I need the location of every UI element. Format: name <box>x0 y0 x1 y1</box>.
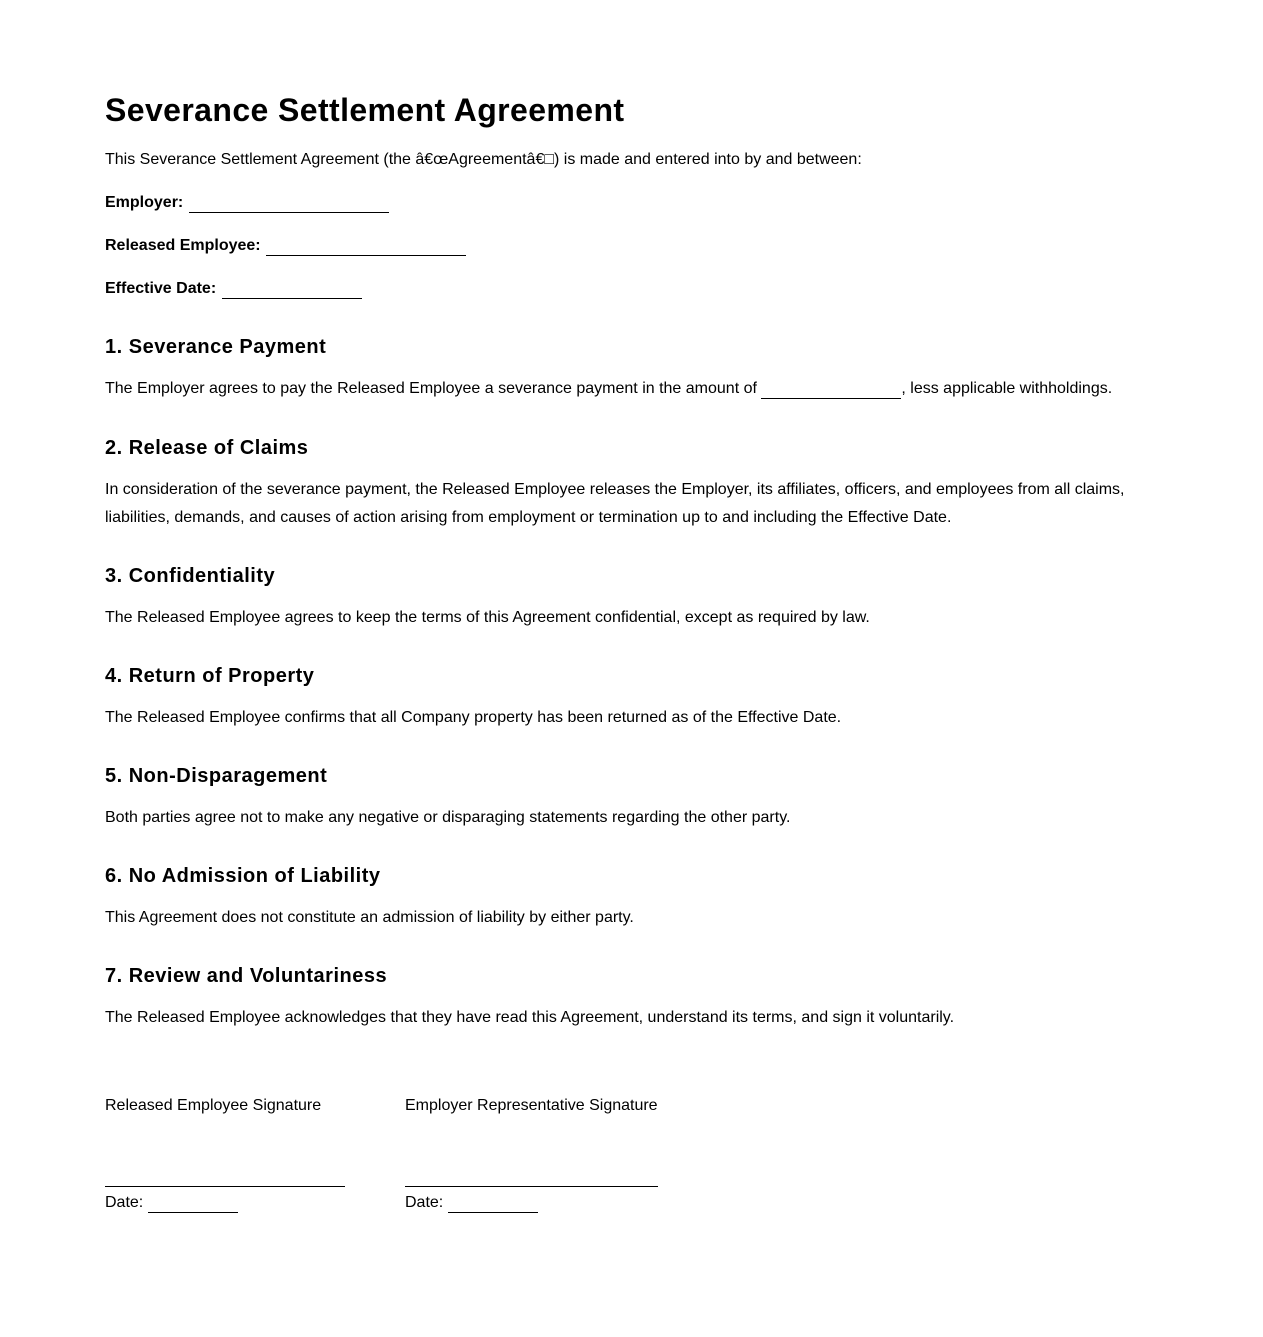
released-employee-input[interactable] <box>266 237 466 256</box>
section-6-title: 6. No Admission of Liability <box>105 865 381 887</box>
released-employee-field <box>105 236 466 256</box>
section-3-body: The Released Employee agrees to keep the terms of this Agreement confidential, except as required by law. <box>105 609 870 626</box>
severance-amount-input[interactable] <box>761 380 901 399</box>
document-title: Severance Settlement Agreement <box>105 92 625 128</box>
employee-date-label: Date: <box>105 1194 144 1211</box>
employer-date-field <box>405 1193 538 1213</box>
section-6-body: This Agreement does not constitute an admission of liability by either party. <box>105 909 634 926</box>
effective-date-field <box>105 279 362 299</box>
employee-signature-line[interactable] <box>105 1186 345 1187</box>
section-3-title: 3. Confidentiality <box>105 565 276 587</box>
section-1-body <box>105 375 1135 403</box>
employer-input[interactable] <box>189 194 389 213</box>
employer-signature-line[interactable] <box>405 1186 658 1187</box>
employer-label: Employer: <box>105 194 184 211</box>
section-1-text-before: The Employer agrees to pay the Released Employee a severance payment in the amount of <box>105 380 762 397</box>
released-employee-label: Released Employee: <box>105 237 261 254</box>
section-5-title: 5. Non-Disparagement <box>105 765 328 787</box>
section-4-body: The Released Employee confirms that all Company property has been returned as of the Effective Date. <box>105 709 842 726</box>
section-5-body: Both parties agree not to make any negative or disparaging statements regarding the other party. <box>105 809 791 826</box>
employee-signature-label: Released Employee Signature <box>105 1097 322 1114</box>
intro-paragraph: This Severance Settlement Agreement (the â€œAgreementâ€□) is made and entered into by and between: <box>105 151 862 168</box>
effective-date-label: Effective Date: <box>105 280 217 297</box>
section-7-title: 7. Review and Voluntariness <box>105 965 388 987</box>
employer-signature-label: Employer Representative Signature <box>405 1097 658 1114</box>
section-7-body: The Released Employee acknowledges that they have read this Agreement, understand its terms, and sign it voluntarily. <box>105 1009 955 1026</box>
section-4-title: 4. Return of Property <box>105 665 315 687</box>
employee-date-field <box>105 1193 238 1213</box>
section-2-title: 2. Release of Claims <box>105 437 309 459</box>
employer-field <box>105 193 389 213</box>
section-1-title: 1. Severance Payment <box>105 336 327 358</box>
employer-date-label: Date: <box>405 1194 444 1211</box>
section-1-text-after: , less applicable withholdings. <box>901 380 1113 397</box>
section-2-body: In consideration of the severance payment, the Released Employee releases the Employer, its affiliates, officers, and employees from all claims, liabilities, demands, and causes of action arising from employment or termination up to and including the Effective Date. <box>105 481 1125 526</box>
effective-date-input[interactable] <box>222 280 362 299</box>
employee-date-input[interactable] <box>148 1194 238 1213</box>
employer-date-input[interactable] <box>448 1194 538 1213</box>
